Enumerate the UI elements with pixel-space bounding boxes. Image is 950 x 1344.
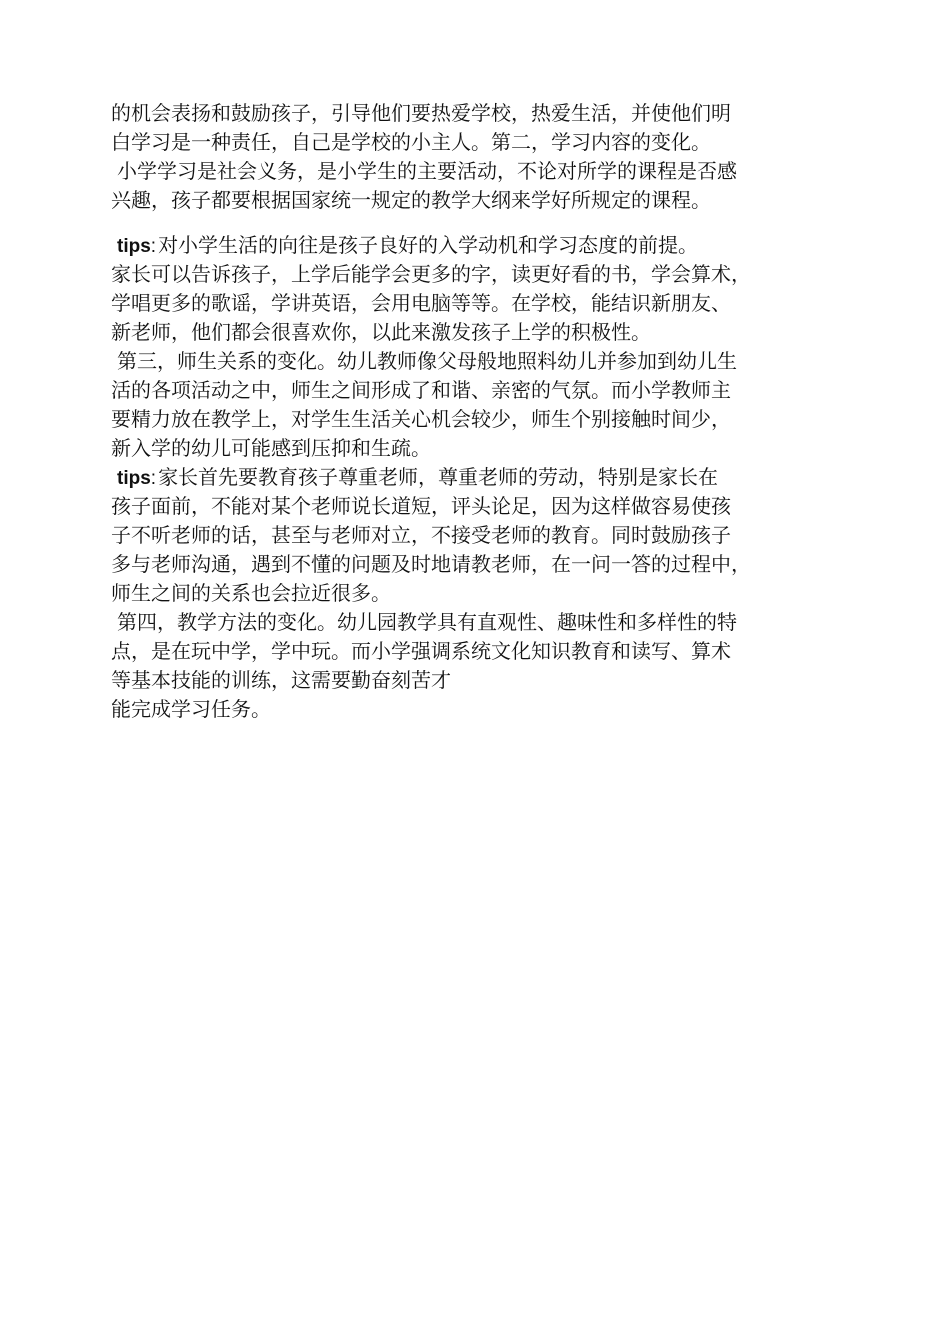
text-line: 能完成学习任务。 [111, 697, 271, 721]
tips-colon: : [150, 236, 157, 257]
text-line: 学唱更多的歌谣，学讲英语，会用电脑等等。在学校，能结识新朋友、 [111, 291, 731, 315]
text-line: 小学学习是社会义务，是小学生的主要活动，不论对所学的课程是否感 [117, 159, 737, 183]
text-line: 师生之间的关系也会拉近很多。 [111, 581, 391, 605]
text-line: 的机会表扬和鼓励孩子，引导他们要热爱学校，热爱生活，并使他们明 [111, 101, 731, 125]
text-line: 孩子面前，不能对某个老师说长道短，评头论足，因为这样做容易使孩 [111, 494, 731, 518]
text-line: 多与老师沟通，遇到不懂的问题及时地请教老师，在一问一答的过程中， [111, 552, 751, 576]
text-line: 兴趣，孩子都要根据国家统一规定的教学大纲来学好所规定的课程。 [111, 188, 711, 212]
text-line: 新老师，他们都会很喜欢你，以此来激发孩子上学的积极性。 [111, 320, 651, 344]
tips-colon: : [150, 468, 157, 489]
tips-label: tips [117, 468, 151, 489]
tips-text: 对小学生活的向往是孩子良好的入学动机和学习态度的前提。 [158, 233, 699, 257]
tips-text: 家长首先要教育孩子尊重老师，尊重老师的劳动，特别是家长在 [158, 465, 719, 489]
text-line: 等基本技能的训练，这需要勤奋刻苦才 [111, 668, 451, 692]
text-line: 活的各项活动之中，师生之间形成了和谐、亲密的气氛。而小学教师主 [111, 378, 731, 402]
text-line: 子不听老师的话，甚至与老师对立，不接受老师的教育。同时鼓励孩子 [111, 523, 731, 547]
text-line: 白学习是一种责任，自己是学校的小主人。第二，学习内容的变化。 [111, 130, 711, 154]
text-line: 第四，教学方法的变化。幼儿园教学具有直观性、趣味性和多样性的特 [117, 610, 737, 634]
text-line: 点，是在玩中学，学中玩。而小学强调系统文化知识教育和读写、算术 [111, 639, 731, 663]
tips-label: tips [117, 236, 151, 257]
document-body [111, 99, 851, 724]
text-line: 家长可以告诉孩子，上学后能学会更多的字，读更好看的书，学会算术， [111, 262, 751, 286]
tips-line [111, 463, 851, 492]
text-line: 第三，师生关系的变化。幼儿教师像父母般地照料幼儿并参加到幼儿生 [117, 349, 737, 373]
tips-line [111, 231, 851, 260]
text-line: 新入学的幼儿可能感到压抑和生疏。 [111, 436, 431, 460]
text-line: 要精力放在教学上，对学生生活关心机会较少，师生个别接触时间少， [111, 407, 731, 431]
